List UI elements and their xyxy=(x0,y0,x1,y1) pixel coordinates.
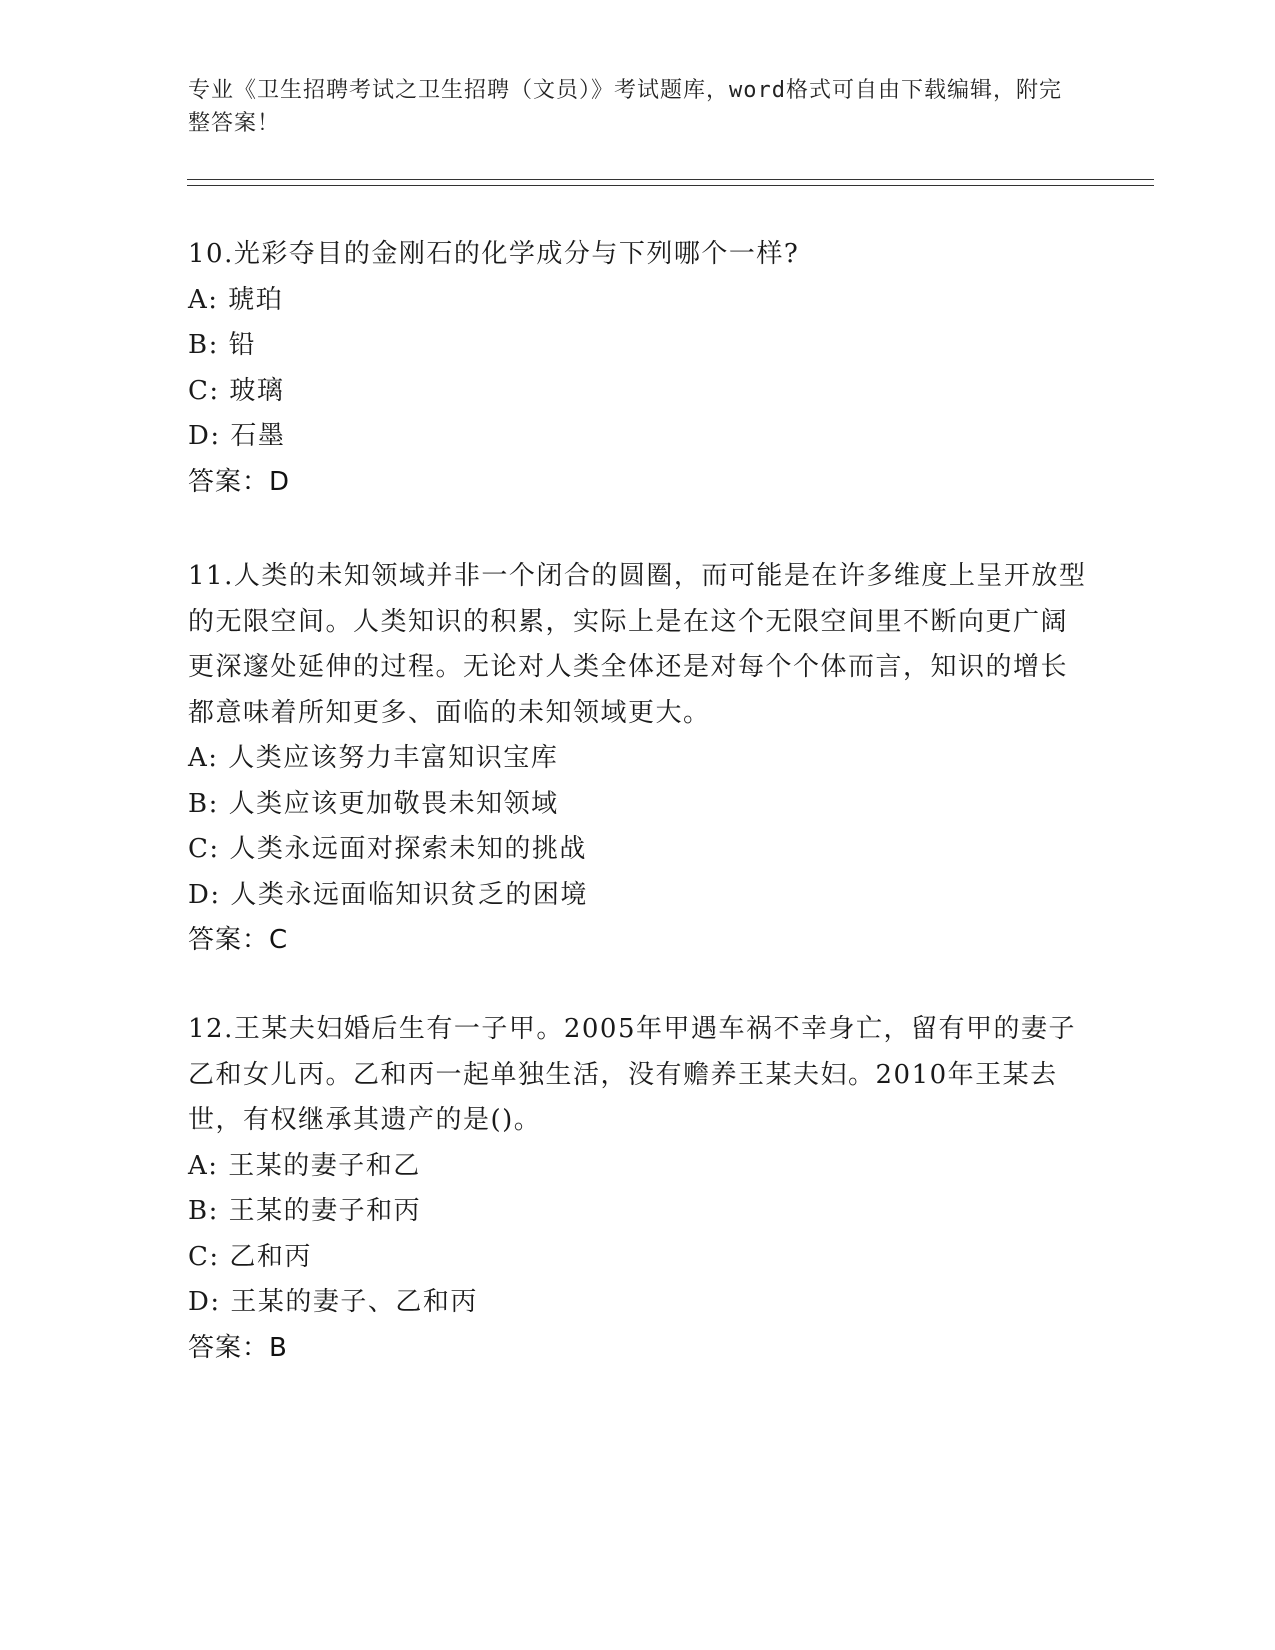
option-a: A: 人类应该努力丰富知识宝库 xyxy=(188,743,559,773)
question-stem: 12.王某夫妇婚后生有一子甲。2005年甲遇车祸不幸身亡，留有甲的妻子乙和女儿丙。乙和丙一起单独生活，没有赡养王某夫妇。2010年王某去世，有权继承其遗产的是()。 xyxy=(188,1014,1077,1135)
option-a: A: 王某的妻子和乙 xyxy=(188,1150,421,1181)
question-stem: 11.人类的未知领域并非一个闭合的圆圈，而可能是在许多维度上呈开放型的无限空间。人类知识的积累，实际上是在这个无限空间里不断向更广阔更深邃处延伸的过程。无论对人类全体还是对每个个体而言，知识的增长都意味着所知更多、面临的未知领域更大。 xyxy=(188,561,1087,728)
option-d: D: 王某的妻子、乙和丙 xyxy=(188,1287,478,1317)
document-header: 专业《卫生招聘考试之卫生招聘（文员）》考试题库，word格式可自由下载编辑，附完整答案！ xyxy=(188,78,1062,136)
option-c: C: 乙和丙 xyxy=(188,1241,312,1272)
option-d: D: 石墨 xyxy=(188,421,286,451)
question-stem: 10.光彩夺目的金刚石的化学成分与下列哪个一样? xyxy=(188,239,800,269)
question-11 xyxy=(188,554,1088,964)
answer-line: 答案：D xyxy=(188,466,291,497)
option-a: A: 琥珀 xyxy=(188,284,284,315)
option-b: B: 铅 xyxy=(188,330,257,360)
option-c: C: 玻璃 xyxy=(188,375,285,406)
header-divider-bottom xyxy=(187,185,1154,186)
header-divider-top xyxy=(187,179,1154,180)
option-d: D: 人类永远面临知识贫乏的困境 xyxy=(188,879,588,910)
option-b: B: 王某的妻子和丙 xyxy=(188,1196,422,1226)
option-b: B: 人类应该更加敬畏未知领域 xyxy=(188,788,559,819)
question-10 xyxy=(188,232,1088,505)
answer-line: 答案：B xyxy=(188,1332,288,1363)
answer-line: 答案：C xyxy=(188,925,289,955)
option-c: C: 人类永远面对探索未知的挑战 xyxy=(188,834,587,864)
question-12 xyxy=(188,1007,1088,1371)
